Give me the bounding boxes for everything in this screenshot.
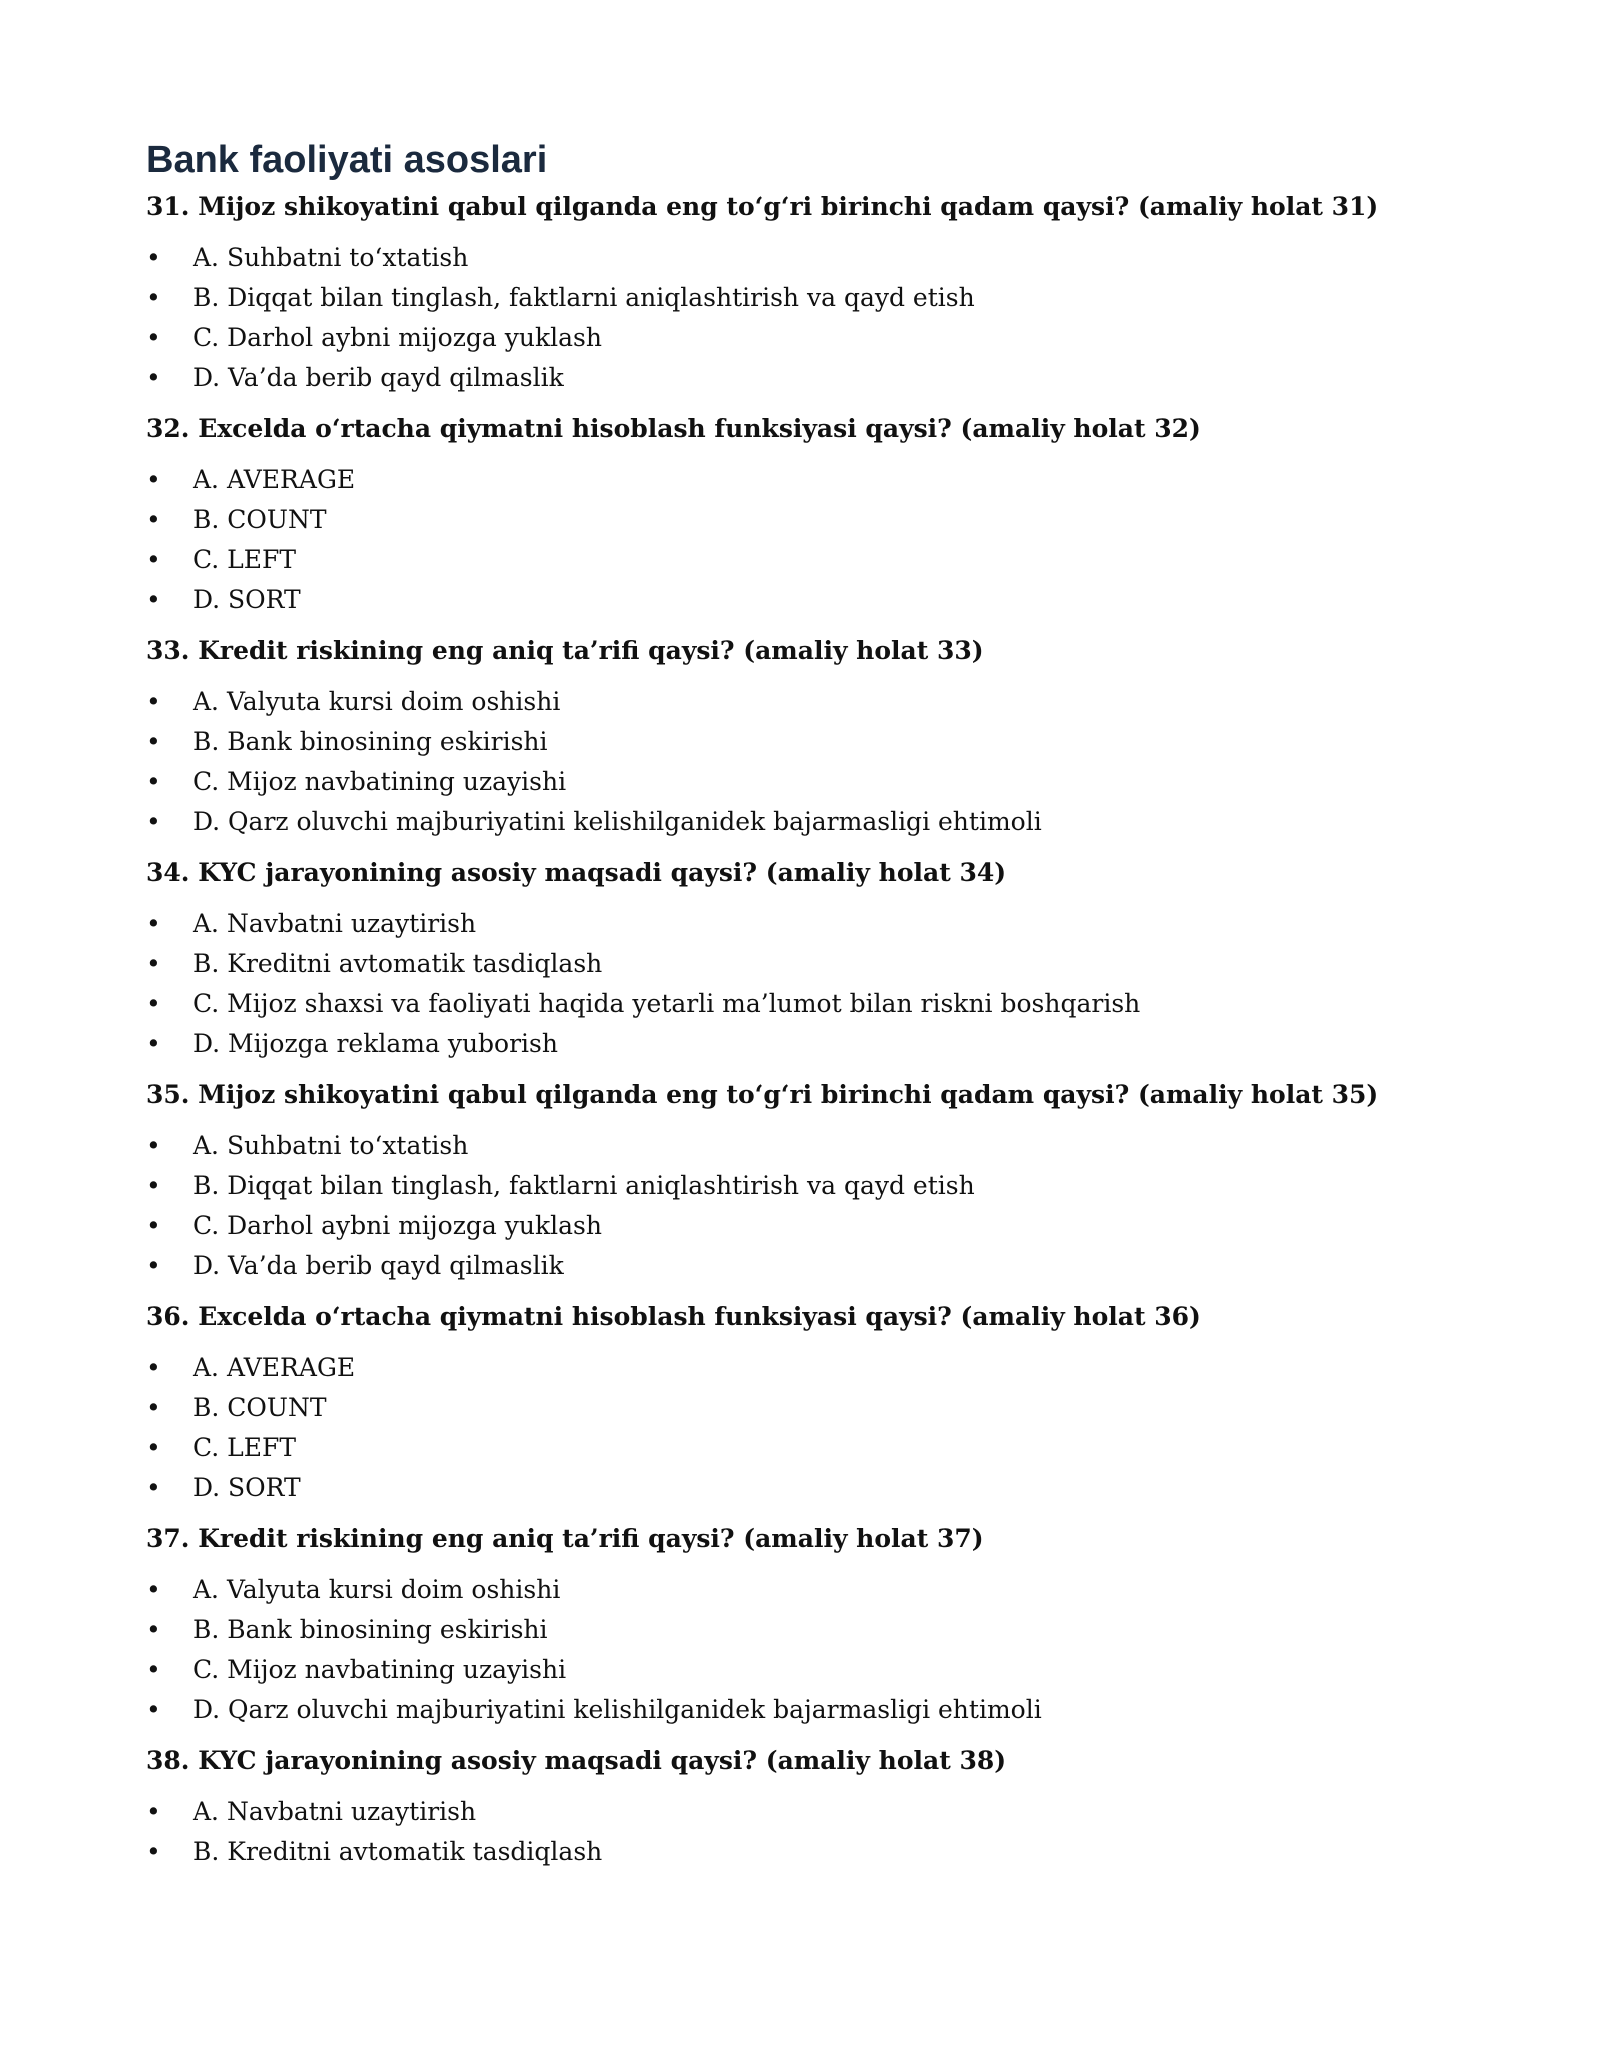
question-block	[146, 1298, 1446, 1508]
answer-option-list	[146, 238, 1446, 398]
bullet-icon: •	[146, 687, 161, 716]
answer-option	[146, 802, 1446, 842]
answer-option-text: D. Mijozga reklama yuborish	[193, 1029, 558, 1058]
answer-option	[146, 984, 1446, 1024]
answer-option-text: D. Qarz oluvchi majburiyatini kelishilganidek bajarmasligi ehtimoli	[193, 1695, 1042, 1724]
answer-option-text: A. Valyuta kursi doim oshishi	[193, 687, 561, 716]
bullet-icon: •	[146, 949, 161, 978]
bullet-icon: •	[146, 1131, 161, 1160]
answer-option-text: C. Mijoz navbatining uzayishi	[193, 767, 567, 796]
answer-option-text: D. Qarz oluvchi majburiyatini kelishilganidek bajarmasligi ehtimoli	[193, 807, 1042, 836]
answer-option-text: C. LEFT	[193, 1433, 297, 1462]
bullet-icon: •	[146, 243, 161, 272]
answer-option-text: D. SORT	[193, 1473, 301, 1502]
bullet-icon: •	[146, 807, 161, 836]
answer-option-list	[146, 1792, 1446, 1872]
question-block	[146, 188, 1446, 398]
bullet-icon: •	[146, 585, 161, 614]
bullet-icon: •	[146, 323, 161, 352]
answer-option	[146, 1388, 1446, 1428]
answer-option-text: A. AVERAGE	[193, 465, 356, 494]
question-text: 34. KYC jarayonining asosiy maqsadi qaysi? (amaliy holat 34)	[146, 858, 1007, 887]
answer-option	[146, 238, 1446, 278]
answer-option	[146, 762, 1446, 802]
bullet-icon: •	[146, 1837, 161, 1866]
answer-option	[146, 1610, 1446, 1650]
answer-option-text: A. AVERAGE	[193, 1353, 356, 1382]
answer-option	[146, 358, 1446, 398]
answer-option	[146, 1246, 1446, 1286]
answer-option-list	[146, 682, 1446, 842]
answer-option	[146, 682, 1446, 722]
answer-option-text: A. Suhbatni to‘xtatish	[193, 1131, 469, 1160]
bullet-icon: •	[146, 1797, 161, 1826]
document-page	[146, 136, 1446, 1884]
answer-option-text: D. SORT	[193, 585, 301, 614]
answer-option-text: D. Va’da berib qayd qilmaslik	[193, 363, 564, 392]
answer-option-text: B. Kreditni avtomatik tasdiqlash	[193, 1837, 603, 1866]
answer-option-text: B. Diqqat bilan tinglash, faktlarni aniqlashtirish va qayd etish	[193, 283, 975, 312]
answer-option	[146, 1166, 1446, 1206]
answer-option-text: A. Navbatni uzaytirish	[193, 1797, 477, 1826]
bullet-icon: •	[146, 1433, 161, 1462]
question-block	[146, 1076, 1446, 1286]
answer-option-text: B. Diqqat bilan tinglash, faktlarni aniqlashtirish va qayd etish	[193, 1171, 975, 1200]
answer-option	[146, 944, 1446, 984]
answer-option-text: C. Mijoz navbatining uzayishi	[193, 1655, 567, 1684]
answer-option	[146, 904, 1446, 944]
bullet-icon: •	[146, 909, 161, 938]
answer-option	[146, 1832, 1446, 1872]
bullet-icon: •	[146, 1473, 161, 1502]
answer-option-text: C. Darhol aybni mijozga yuklash	[193, 1211, 602, 1240]
answer-option	[146, 278, 1446, 318]
question-text: 31. Mijoz shikoyatini qabul qilganda eng to‘g‘ri birinchi qadam qaysi? (amaliy holat 31)	[146, 192, 1379, 221]
bullet-icon: •	[146, 1353, 161, 1382]
question-block	[146, 632, 1446, 842]
question-block	[146, 854, 1446, 1064]
bullet-icon: •	[146, 1211, 161, 1240]
bullet-icon: •	[146, 1251, 161, 1280]
answer-option-list	[146, 1570, 1446, 1730]
document-title: Bank faoliyati asoslari	[146, 139, 548, 181]
bullet-icon: •	[146, 465, 161, 494]
bullet-icon: •	[146, 1655, 161, 1684]
question-text: 37. Kredit riskining eng aniq ta’rifi qaysi? (amaliy holat 37)	[146, 1524, 984, 1553]
answer-option-text: C. Mijoz shaxsi va faoliyati haqida yetarli ma’lumot bilan riskni boshqarish	[193, 989, 1141, 1018]
answer-option	[146, 1468, 1446, 1508]
answer-option	[146, 1428, 1446, 1468]
answer-option	[146, 1024, 1446, 1064]
answer-option-text: C. Darhol aybni mijozga yuklash	[193, 323, 602, 352]
answer-option-text: A. Navbatni uzaytirish	[193, 909, 477, 938]
bullet-icon: •	[146, 1029, 161, 1058]
question-block	[146, 1742, 1446, 1872]
bullet-icon: •	[146, 363, 161, 392]
answer-option-text: D. Va’da berib qayd qilmaslik	[193, 1251, 564, 1280]
question-text: 33. Kredit riskining eng aniq ta’rifi qaysi? (amaliy holat 33)	[146, 636, 984, 665]
bullet-icon: •	[146, 545, 161, 574]
answer-option-text: B. Bank binosining eskirishi	[193, 1615, 548, 1644]
answer-option	[146, 722, 1446, 762]
answer-option-list	[146, 1348, 1446, 1508]
bullet-icon: •	[146, 727, 161, 756]
bullet-icon: •	[146, 767, 161, 796]
answer-option-list	[146, 460, 1446, 620]
bullet-icon: •	[146, 1575, 161, 1604]
answer-option	[146, 1792, 1446, 1832]
answer-option	[146, 318, 1446, 358]
answer-option	[146, 1348, 1446, 1388]
question-text: 32. Excelda o‘rtacha qiymatni hisoblash funksiyasi qaysi? (amaliy holat 32)	[146, 414, 1201, 443]
answer-option-text: B. COUNT	[193, 1393, 327, 1422]
answer-option	[146, 540, 1446, 580]
bullet-icon: •	[146, 283, 161, 312]
answer-option	[146, 500, 1446, 540]
question-text: 35. Mijoz shikoyatini qabul qilganda eng to‘g‘ri birinchi qadam qaysi? (amaliy holat 35)	[146, 1080, 1379, 1109]
question-list	[146, 188, 1446, 1872]
bullet-icon: •	[146, 1393, 161, 1422]
answer-option	[146, 1570, 1446, 1610]
answer-option-text: A. Suhbatni to‘xtatish	[193, 243, 469, 272]
answer-option-text: B. Bank binosining eskirishi	[193, 727, 548, 756]
bullet-icon: •	[146, 989, 161, 1018]
bullet-icon: •	[146, 1695, 161, 1724]
answer-option	[146, 1126, 1446, 1166]
answer-option	[146, 1690, 1446, 1730]
answer-option	[146, 460, 1446, 500]
question-text: 38. KYC jarayonining asosiy maqsadi qaysi? (amaliy holat 38)	[146, 1746, 1007, 1775]
answer-option	[146, 1206, 1446, 1246]
question-block	[146, 1520, 1446, 1730]
question-block	[146, 410, 1446, 620]
answer-option-text: C. LEFT	[193, 545, 297, 574]
answer-option	[146, 1650, 1446, 1690]
answer-option-text: A. Valyuta kursi doim oshishi	[193, 1575, 561, 1604]
bullet-icon: •	[146, 505, 161, 534]
answer-option-list	[146, 1126, 1446, 1286]
answer-option-list	[146, 904, 1446, 1064]
answer-option-text: B. Kreditni avtomatik tasdiqlash	[193, 949, 603, 978]
answer-option	[146, 580, 1446, 620]
bullet-icon: •	[146, 1615, 161, 1644]
answer-option-text: B. COUNT	[193, 505, 327, 534]
bullet-icon: •	[146, 1171, 161, 1200]
question-text: 36. Excelda o‘rtacha qiymatni hisoblash funksiyasi qaysi? (amaliy holat 36)	[146, 1302, 1201, 1331]
